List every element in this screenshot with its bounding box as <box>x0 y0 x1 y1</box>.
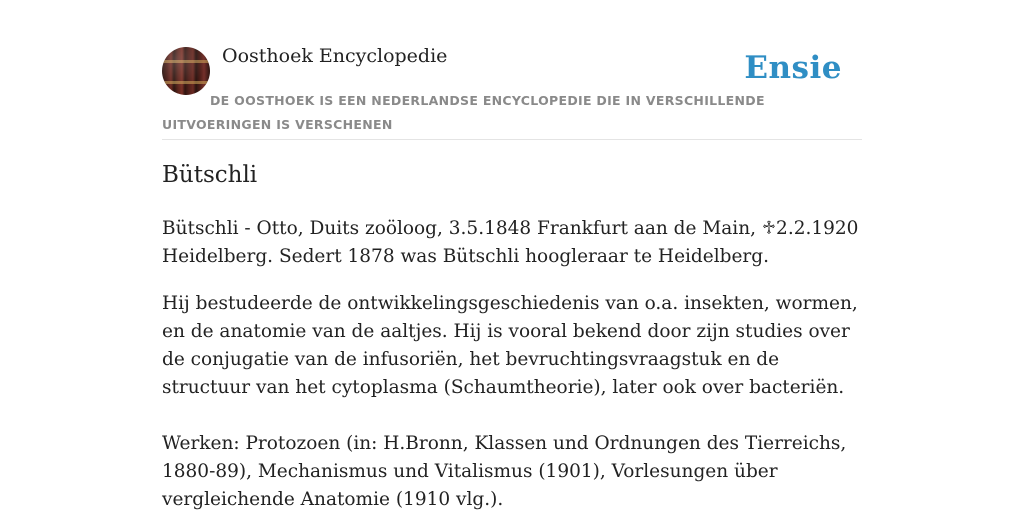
site-tagline: DE OOSTHOEK IS EEN NEDERLANDSE ENCYCLOPEDIE DIE IN VERSCHILLENDE UITVOERINGEN IS VERSCHENEN <box>162 93 765 132</box>
article-paragraph: Bütschli - Otto, Duits zoöloog, 3.5.1848 Frankfurt aan de Main, ♱2.2.1920 Heidelberg. Sedert 1878 was Bütschli hoogleraar te Heidelberg. <box>162 218 859 267</box>
encyclopedia-books-icon[interactable] <box>162 47 210 95</box>
site-title[interactable]: Oosthoek Encyclopedie <box>222 45 448 67</box>
article-paragraph: Werken: Protozoen (in: H.Bronn, Klassen und Ordnungen des Tierreichs, 1880-89), Mechanismus und Vitalismus (1901), Vorlesungen über vergleichende Anatomie (1910 vlg.). <box>162 433 847 510</box>
brand-logo[interactable]: Ensie <box>744 50 842 86</box>
article-paragraph: Hij bestudeerde de ontwikkelingsgeschiedenis van o.a. insekten, wormen, en de anatomie van de aaltjes. Hij is vooral bekend door zijn studies over de conjugatie van de infusoriën, het bevruchtingsvraagstuk en de structuur van het cytoplasma (Schaumtheorie), later ook over bacteriën. <box>162 293 858 398</box>
header-divider <box>162 139 862 140</box>
article-body <box>162 215 862 512</box>
article-title: Bütschli <box>162 162 258 188</box>
